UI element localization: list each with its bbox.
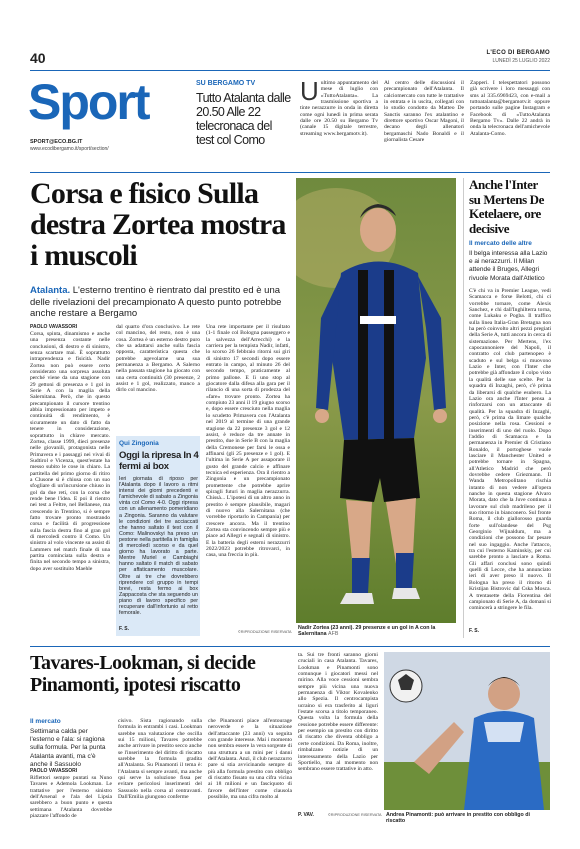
tv-col3: Zapperi. I telespettatori possono già scrivere i loro messaggi con sms al 335.6969423, con e-mail a tuttoatalanta@bergamotv.it oppure portando sulle pagine Instagram e Facebook di «TuttoAtalanta Bergamo Tv». Dalle 22 andrà in onda la telecronaca dell'amichevole Atalanta-Como. [470, 80, 550, 137]
main-col1: Corsa, spinta, dinamismo e anche una presenza costante nelle conclusioni, di destro e di sinistro, senza scartare mai. È soprattutto intraprendenza e fisicità. Nadir Zortea non può essere certo considerato una sorpresa assoluta perché viene da una stagione con 29 gettoni di presenza e 1 gol in Serie A con la maglia della Salernitana. Però, che in questo precampionato il cursore trentino abbia impressionato per impeto e continuità di rendimento, è sicuramente un dato di fatto da tenere in considerazione, soprattutto in chiave mercato. Zortea, classe 1999, dieci presenze nelle giovanili, protagonista nelle Primavera e i passaggi nei vivai di Sudtirol e Vicenza, quest'estate ha messo subito le cose in chiaro. La partitella del primo giorno di ritiro a Clusone si è chiusa con un suo sfogliare di un'incursione chiuso in gol da due reti, con la corsa che rende bene l'idea. E poi il rientro nei test a Feltre, nel Bellanese, ma crescendo in Trentino, si è sempre fatto trovare pronto mostrando corsa e facilità di progressione sulla fascia destra fino al gran gol di mercoledì contro il Como. Un sinistro al volo vincente su assist di Lammers nel match finale di una partita cominciata sulla destra e finita nel secondo tempo a sinistra, dopo aver sostituito Maehle [30, 331, 110, 572]
zortea-caption-credit: AFB [328, 631, 339, 637]
side-summary: Il belga interessa alla Lazio e ai nerazzurri. Il Milan attende il Bruges, Allegri rivuole Morata dall'Atletico [469, 250, 548, 282]
side-text: C'è chi va in Premier League, vedi Scamacca e forse Belotti, chi ci vorrebbe tornare, come Alexis Sanchez, e chi dall'Inghilterra torna, come Lukaku e Pogba. Il traffico sulla linea Italia-Gran Bretagna non ha però coinvolto altri pezzi pregiati della Serie A, tutti ancora in cerca di sistemazione. Per Mertens, l'ex capocannoniere del Napoli, il contratto col club partenopeo è scaduto e sul belga si muovono Lazio e Inter, con l'Inter che potrebbe già affondare il colpo visto la qualità delle sue scelte. Per la squadra di Inzaghi, però, c'è prima da liberarsi di qualche esubero. La Lazio ora anche l'Inter pensa a rinforzarsi con un attaccante di qualità. Per la squadra di Inzaghi, però, c'è prima da limare qualche posizione nella rosa. Cessioni e inserimenti di uno del ruolo. Dopo l'addio di Scamacca e la permanenza in Premier di Cristiano Ronaldo, il portoghese vuole lasciare il Manchester United e potrebbe tornare in Spagna, all'Atletico Madrid che però dovrebbe cedere Griezmann. Il Wanda Metropolitano rischia intanto di non vedere all'opera nanche in questa stagione Alvaro Morata, dato che la Juve continua a lavorare sul club madrileno per il suo ritorno in bianconero. Sul fronte Roma, il club giallorosso guarda forte sull'olandese del Psg Georginio Wijnaldum, ma a condizioni che possono far pesare nel suo ingaggio. Anche l'attacco, tra cui l'esterno Kaminskiy, per cui sarebbe pronto a lasciare a Roma. Gli affari conclusi sono quindi quelli di Lecce, che ha annunciato ieri di aver preso il nuovo. Il Bologna ha preso il ritorno di Kristijan Bistrovic dal Cska Mosca. A trentasette della Fiorentina del campionato di Serie A, da domani si comincerà a stringere le fila. [469, 288, 551, 612]
bottom-photo-credit: ©RIPRODUZIONE RISERVATA [328, 813, 382, 817]
bottom-summary: Settimana calda per l'esterno e l'ala: si ragiona sulla formula. Per la punta Atalanta avanti, ma c'è anche il Sassuolo [30, 728, 106, 768]
issue-date: LUNEDÌ 25 LUGLIO 2022 [492, 58, 550, 64]
zortea-photo [296, 178, 456, 623]
zingonia-kicker: Qui Zingonia [119, 440, 159, 447]
section-title: Sport [28, 74, 149, 130]
main-sub-label: Atalanta. [30, 285, 71, 296]
main-headline: Corsa e fisico Sulla destra Zortea mostra i muscoli [30, 177, 286, 272]
main-subhead [30, 285, 292, 320]
main-col2a: dal quarto d'ora conclusivo. Le rete col mancino, del resto, non è una cosa. Zortea è un esterno destro puro che sa adattarsi anche sulla fascia opposta, caratteristica questa che potrebbe agevolarne una sua permanenza a Bergamo. A Salerno nella passata stagione ha giocato con una certa continuità (30 presenze, 2 assist e 1 gol, realizzato, manco a dirlo col mancino. [116, 324, 200, 394]
bottom-byline: PAOLO VAVASSORI [30, 768, 78, 774]
tv-headline: Tutto Atalanta dalle 20.50 Alle 22 telecronaca del test col Como [196, 91, 291, 147]
pinamonti-photo [384, 652, 550, 810]
sidebar-divider [463, 178, 464, 638]
zingonia-sig: F. S. [119, 626, 130, 632]
header-rule [30, 70, 550, 71]
bottom-headline: Tavares-Lookman, si decide Pinamonti, ipotesi riscatto [30, 652, 256, 696]
top-section-rule [30, 172, 550, 173]
side-headline: Anche l'Inter su Mertens De Ketelaere, ore decisive [469, 177, 544, 236]
section-website: www.ecodibergamo.it/sport/section/ [30, 146, 109, 152]
tv-col1: Uultimo appuntamento del mese di luglio con «TuttoAtalanta». La trasmissione sportiva a tinte nerazzurre in onda in diretta come ogni lunedì in prima serata dalle ore 20.50 su Bergamo Tv (canale 15 digitale terrestre, streaming www.bergamotv.it). [300, 80, 378, 137]
zortea-photo-caption [298, 625, 458, 637]
tv-dropcap: U [300, 80, 319, 106]
paper-name: L'ECO DI BERGAMO [486, 50, 550, 56]
tv-col2: Al centro delle discussioni il precampionato dell'Atalanta. Il calciomercato con tutte le trattative in entrata e in uscita, collegati con lo studio condotto da Matteo De Sanctis saranno l'ex atalantino e direttore sportivo Oscar Magoni, il decano degli allenatori bergamaschi Nado Bonaldi e il giornalista Cesare [384, 80, 464, 144]
pinamonti-photo-graphic [384, 652, 550, 810]
main-sub-text: L'esterno trentino è rientrato dal prestito ed è una delle rivelazioni del precampionato A questo punto potrebbe anche restare a Bergamo [30, 285, 282, 319]
bottom-col4: ta. Sui tre fronti saranno giorni cruciali in casa Atalanta. Tavares, Lookman e Pinamonti sono comunque i giocatori messi nel mirino. Alla voce cessioni sembra sempre più vicina una nuova permanenza di Viktor Kovalenko allo Spezia. Il centrocampista ucraino si era trasferito ai liguri l'estate scorsa a titolo temporaneo. Questa volta la formula della cessione potrebbe essere differente: per esempio un prestito con diritto di riscatto che diventa obbligo a certe condizioni. Da Roma, inoltre, rimbalzano notizie di un interessamento della Lazio per Sportiello, ma al momento non sembrano essere trattative in atto. [298, 652, 378, 773]
side-kicker: Il mercato delle altre [469, 240, 532, 247]
page-number: 40 [30, 50, 46, 66]
zortea-caption-text: Nadir Zortea (23 anni). 29 presenze e un gol in A con la Salernitana [298, 625, 436, 637]
bottom-col3: che Pinamonti piace all'entourage neroverde e la situazione dell'attaccante (23 anni) va seguita con grande interesse. Mai i momento non sembra essere la vera sorgente di una struttura a un mini per i danni dell'Atalanta. Anzi, il club nerazzurro pare si stia avvicinando sempre di più alla formula prestito con obbligo di riscatto fissato su una cifra vicina ai 18 milioni e un fasciquoto di favore dell'Inter come clausola possibile, ma una cifra molto al [208, 718, 292, 801]
bottom-sig: P. VAV. [298, 812, 314, 818]
bottom-section-rule [30, 646, 550, 647]
side-sig: F. S. [469, 628, 480, 634]
pinamonti-photo-caption: Andrea Pinamonti: può arrivare in prestito con obbligo di riscatto [386, 812, 530, 824]
main-byline: PAOLO VAVASSORI [30, 324, 78, 330]
bottom-col2: cisivo. Sista ragionando sulla formula in entrambi i casi. Lookman sarebbe una valutazione che oscilla sui 15 milioni, Tavares potrebbe anche arrivare in prestito secco anche se l'inserimento del diritto di riscatto sarebbe la formula gradita all'Atalanta. Su Pinamonti il tema è: l'Atalanta si sempre avanti, ma anche qui serve la soluzione fissa per evitare pericolosi inserimenti del Sassuolo nella corsa al centravanti. Dall'Emilia giungono conferme [118, 718, 202, 801]
main-col3: Una rete importante per il risultato (1-1 finale col Bologna passeggero e la salvezza dell'Arrecchi) e la carriera per la tempista Nadir, infatti, lo scorso 26 febbraio ritorni sui giri di sinistro 17 secondi dopo essere entrato in campo, al minuto 26 del secondo tempo, praticamente al primo pallone. E lì uno stop al giocatore dalla difesa alla gara per il rilancio di una sorta di prodezza del «fare» trovare pronto. Zortea ha compiuto 23 anni il 19 giugno scorso e, dopo essere cresciuto nella maglia lo scudetto Primavera con l'Atalanta nel 2019 al termine di una grande stagione da 22 presenze 3 gol e 12 assist, è reduce da tre annate in prestito, due in Serie B con la maglia della Cremonese per farsi le ossa e affinarsi (gli 25 presenze e 1 gol). E l'ultima in Serie A per assaporare il gusto del grande calcio e affinare tecnica ed esperienza. Ora il rientro a Zingonia e un precampionato promettente che potrebbe aprire spiragli futuri in maglia nerazzurra. Chissà... L'ipotesi di un altro anno in prestito è sempre plausibile, magari di nuovo alla Salernitana (che vorrebbe riportarlo in Campania) per crescere ancora. Ma il trentino Zortea sta convincendo sempre più e piace ad Allegri e segnali di sinistro. E la batteria degli esterni nerazzurri 2022/2023 potrebbe ritrovarci, in casa, una freccia in più. [206, 324, 290, 559]
zortea-photo-graphic [296, 178, 456, 623]
zingonia-headline: Oggi la ripresa In 4 fermi ai box [119, 450, 199, 472]
zingonia-text: Ieri giornata di riposo per l'Atalanta dopo il lavoro a ritmi intensi dei giorni precedenti e l'amichevole di sabato a Zingonia vinta col Como 4-0. Oggi ripresa con un allenamento pomeridiano a Zingonia. Saranno da valutare le condizioni dei tre acciaccati che hanno saltato il test con il Como: Malinovskyi ha preso un pestone nella partitella in famiglia di mercoledì scorso e da quel giorno ha lavorato a parte. Mentre Muriel e Cambiaghi hanno saltato il match di sabato per affaticamento muscolare. Oltre ai tre che dovrebbero riprendere col gruppo in tempi brevi, resta fermo ai box Zappacosta che sta seguendo un piano di lavoro specifico per recuperare dall'infortunio al retto femorale. [119, 476, 198, 617]
section-email: SPORT@ECO.BG.IT [30, 139, 83, 145]
bottom-kicker: Il mercato [30, 718, 61, 725]
tv-kicker: SU BERGAMO TV [196, 80, 256, 87]
bottom-col1: Riflettori sempre puntati su Nuno Tavares e Ademola Lookman. Le trattative per l'esterno sinistro dell'Arsenal e l'ala del Lipsia sarebbero a buon punto e questa settimana l'Atalanta dovrebbe piazzare l'affondo de [30, 775, 112, 819]
main-col3-credit: ©RIPRODUZIONE RISERVATA [238, 630, 292, 634]
